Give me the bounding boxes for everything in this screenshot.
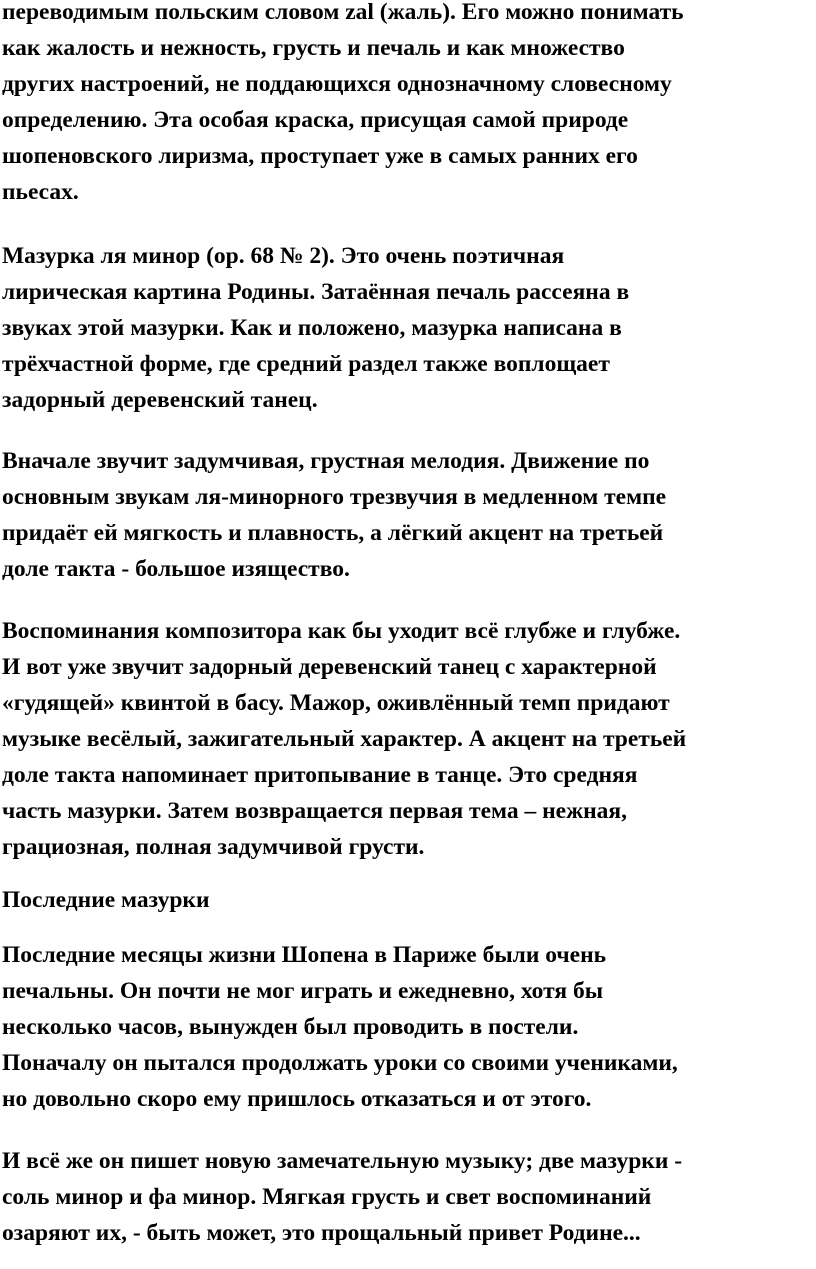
paragraph-mazurka-a-minor [2,238,629,418]
text-line: музыке весёлый, зажигательный характер. А акцент на третьей [2,726,687,752]
text-line: Последние месяцы жизни Шопена в Париже были очень [2,942,607,968]
text-line: озаряют их, - быть может, это прощальный привет Родине... [2,1220,641,1246]
text-line: соль минор и фа минор. Мягкая грусть и свет воспоминаний [2,1184,652,1210]
text-line: доле такта напоминает притопывание в танце. Это средняя [2,762,638,788]
text-line: задорный деревенский танец. [2,387,318,413]
text-line: «гудящей» квинтой в басу. Мажор, оживлённый темп придают [2,690,670,716]
text-line: Мазурка ля минор (ор. 68 № 2). Это очень поэтичная [2,243,565,269]
text-line: лирическая картина Родины. Затаённая печаль рассеяна в [2,279,630,305]
text-line: трёхчастной форме, где средний раздел также воплощает [2,351,610,377]
text-line: шопеновского лиризма, проступает уже в самых ранних его [2,143,638,169]
paragraph-memories [2,613,686,865]
text-line: печальны. Он почти не мог играть и ежедневно, хотя бы [2,978,604,1004]
text-line: звуках этой мазурки. Как и положено, мазурка написана в [2,315,622,341]
text-line: Вначале звучит задумчивая, грустная мелодия. Движение по [2,448,650,474]
text-line: переводимым польским словом zal (жаль). Его можно понимать [2,0,684,25]
paragraph-continuation [2,0,684,210]
paragraph-melody [2,443,666,587]
text-line: придаёт ей мягкость и плавность, а лёгкий акцент на третьей [2,520,664,546]
section-heading [2,882,209,918]
paragraph-last-months [2,937,678,1117]
text-line: грациозная, полная задумчивой грусти. [2,834,425,860]
text-line: Воспоминания композитора как бы уходит всё глубже и глубже. [2,618,681,644]
heading-text: Последние мазурки [2,887,210,913]
text-line: Поначалу он пытался продолжать уроки со своими учениками, [2,1050,678,1076]
text-line: И всё же он пишет новую замечательную музыку; две мазурки - [2,1148,683,1174]
text-line: доле такта - большое изящество. [2,556,350,582]
text-line: но довольно скоро ему пришлось отказаться и от этого. [2,1086,592,1112]
text-line: пьесах. [2,179,79,205]
paragraph-new-music [2,1143,682,1251]
text-line: И вот уже звучит задорный деревенский танец с характерной [2,654,657,680]
text-line: основным звукам ля-минорного трезвучия в медленном темпе [2,484,667,510]
text-line: как жалость и нежность, грусть и печаль и как множество [2,35,625,61]
text-line: определению. Эта особая краска, присущая самой природе [2,107,629,133]
text-line: других настроений, не поддающихся однозначному словесному [2,71,672,97]
text-line: несколько часов, вынужден был проводить в постели. [2,1014,579,1040]
text-line: часть мазурки. Затем возвращается первая тема – нежная, [2,798,628,824]
